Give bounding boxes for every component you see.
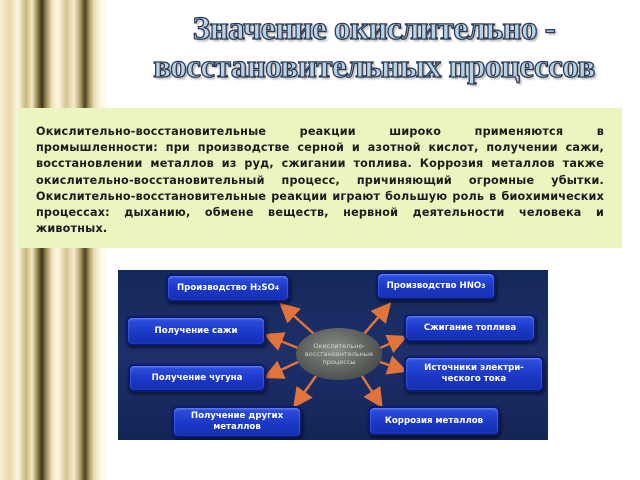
arrow-hno3 (364, 306, 388, 334)
arrow-current (380, 362, 403, 370)
body-textbox (18, 108, 622, 248)
node-h2so4-sub2: 4 (274, 284, 280, 292)
slide-title: Значение окислительно - восстановительных процессов (153, 11, 595, 85)
process-diagram (118, 270, 548, 440)
node-soot: Получение сажи (126, 316, 266, 346)
arrow-corrosion (362, 376, 380, 404)
arrow-iron (268, 362, 298, 376)
node-h2so4 (166, 274, 290, 302)
node-corrosion: Коррозия металлов (368, 406, 500, 436)
arrow-fuel (380, 338, 403, 348)
body-text: Окислительно-восстановительные реакции широко применяются в промышленности: при производстве серной и азотной кислот, получении сажи, восстановлении металлов из руд, сжигании топлива. Коррозия металлов также окислительно-восстановительный процесс, причиняющий огромные убытки. Окислительно-восстановительные реакции играют большую роль в биохимических процессах: дыханию, обмене веществ, нервной деятельности человека и животных. (36, 125, 604, 236)
node-hno3 (376, 272, 496, 300)
node-hno3-prefix: Производство HNO (386, 280, 482, 291)
center-node: Окислительно-восстановительные процессы (296, 328, 382, 380)
node-hno3-sub1: 3 (481, 282, 486, 290)
node-metals: Получение других металлов (172, 406, 302, 438)
node-fuel: Сжигание топлива (404, 314, 536, 342)
node-current: Источники электри-ческого тока (404, 356, 544, 392)
node-h2so4-sub1: 2 (257, 284, 262, 292)
arrow-soot (268, 336, 298, 348)
node-h2so4-prefix: Производство H (176, 282, 258, 293)
arrow-metals (296, 376, 316, 404)
node-h2so4-mid: SO (261, 282, 275, 293)
arrow-h2so4 (283, 306, 314, 334)
node-iron: Получение чугуна (128, 364, 266, 392)
